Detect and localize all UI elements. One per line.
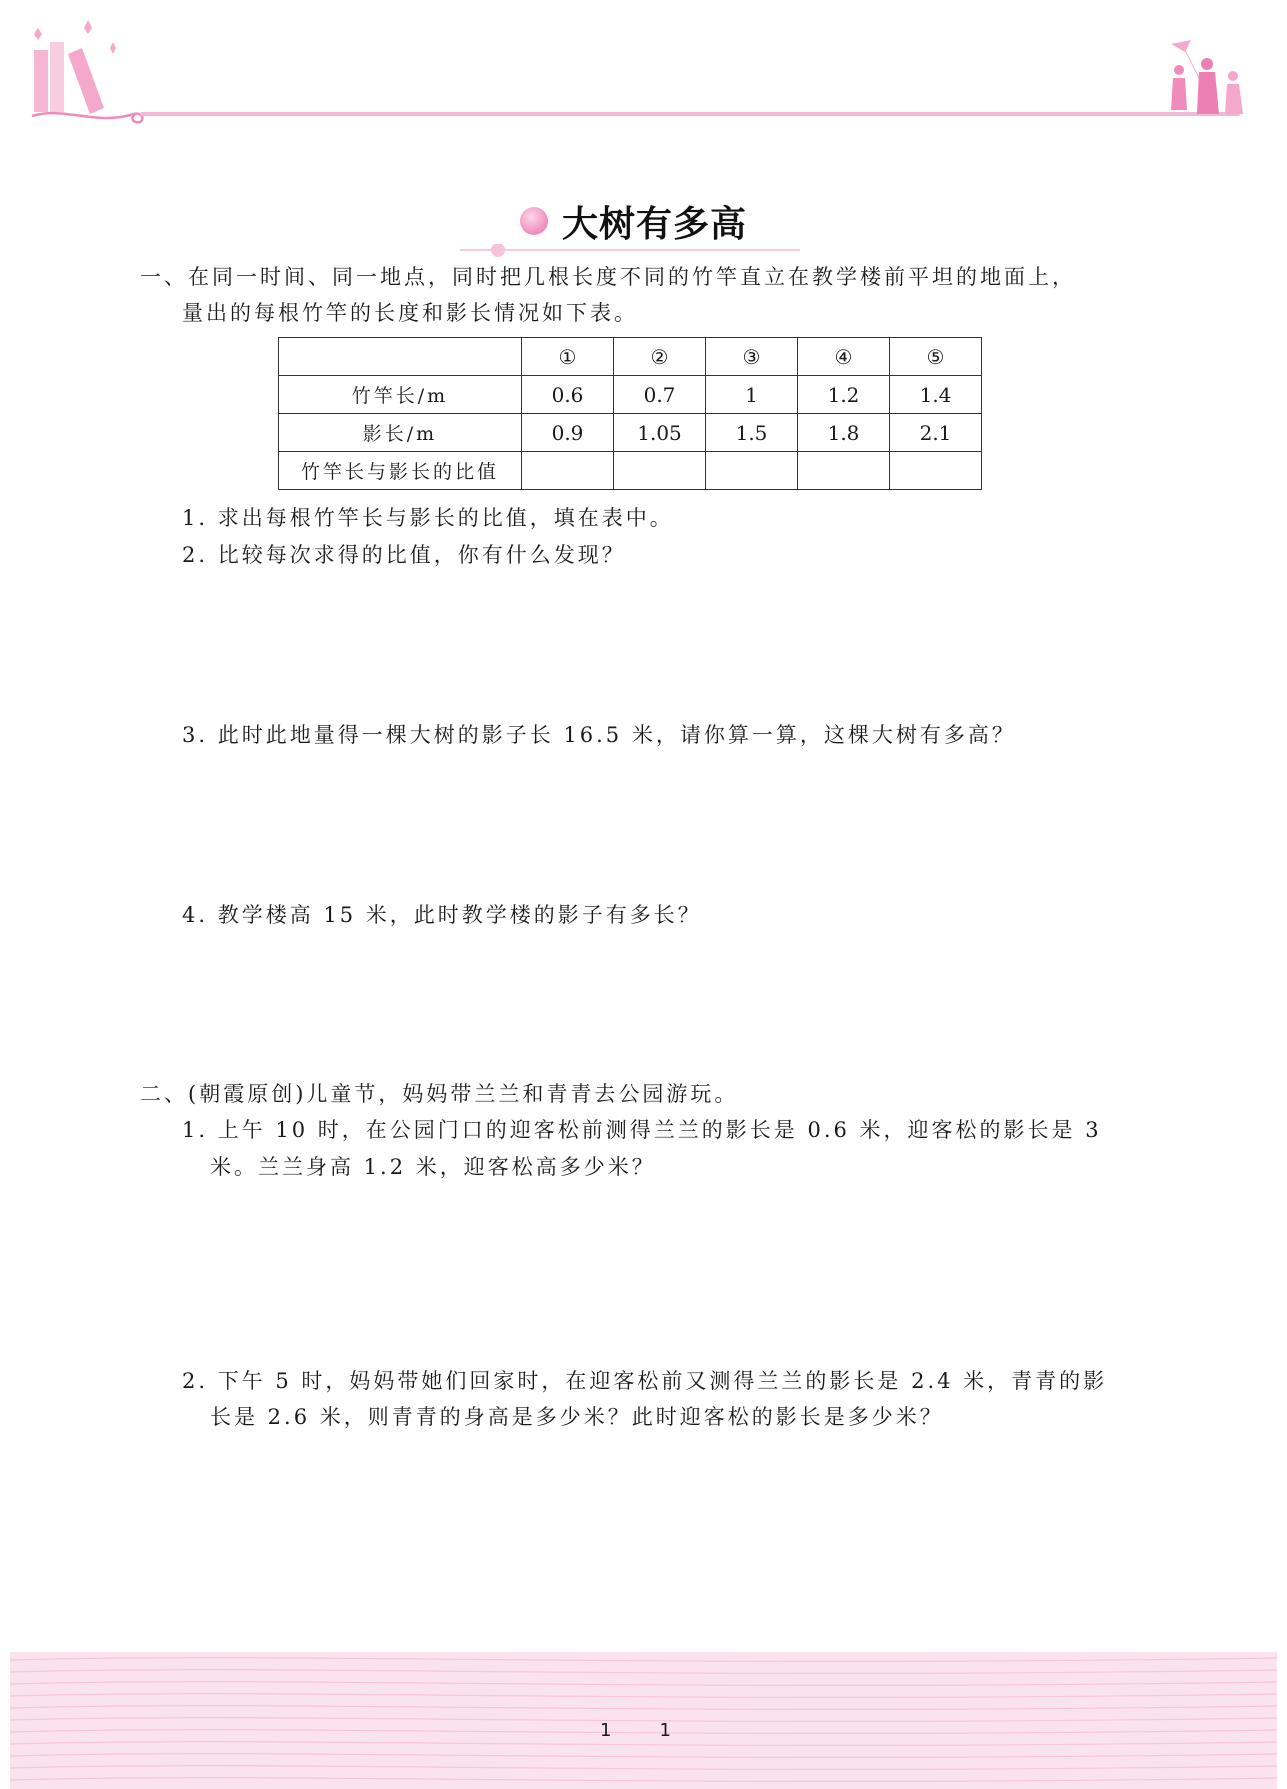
table-cell: 1.8 <box>798 414 890 452</box>
table-cell: 1.2 <box>798 376 890 414</box>
answer-cell[interactable] <box>890 452 982 490</box>
row-label: 竹竿长与影长的比值 <box>279 452 522 490</box>
question-2-2-line1: 2. 下午 5 时，妈妈带她们回家时，在迎客松前又测得兰兰的影长是 2.4 米，青青的影 <box>182 1369 1108 1393</box>
question-1-1: 1. 求出每根竹竿长与影长的比值，填在表中。 <box>182 506 674 530</box>
section2-intro: 二、(朝霞原创)儿童节，妈妈带兰兰和青青去公园游玩。 <box>140 1082 739 1106</box>
table-cell: 1 <box>706 376 798 414</box>
question-1-2: 2. 比较每次求得的比值，你有什么发现？ <box>182 543 626 567</box>
data-table <box>278 337 982 490</box>
table-cell: 1.05 <box>614 414 706 452</box>
header-divider <box>140 112 1240 116</box>
table-cell: 0.9 <box>522 414 614 452</box>
question-1-3: 3. 此时此地量得一棵大树的影子长 16.5 米，请你算一算，这棵大树有多高？ <box>182 723 1016 747</box>
section1-intro-line2: 量出的每根竹竿的长度和影长情况如下表。 <box>182 301 638 325</box>
table-corner-cell <box>279 338 522 376</box>
question-2-2-line2: 长是 2.6 米，则青青的身高是多少米？此时迎客松的影长是多少米？ <box>210 1405 944 1429</box>
table-header-cell: ① <box>522 338 614 376</box>
title-bullet-icon <box>520 207 548 235</box>
answer-cell[interactable] <box>522 452 614 490</box>
answer-cell[interactable] <box>614 452 706 490</box>
question-2-1-line1: 1. 上午 10 时，在公园门口的迎客松前测得兰兰的影长是 0.6 米，迎客松的影长是 3 <box>182 1118 1102 1142</box>
answer-cell[interactable] <box>798 452 890 490</box>
table-row <box>279 414 982 452</box>
table-cell: 2.1 <box>890 414 982 452</box>
book-logo-icon <box>24 14 154 128</box>
title-underline <box>460 244 800 264</box>
question-2-1-line2: 米。兰兰身高 1.2 米，迎客松高多少米？ <box>210 1155 656 1179</box>
table-row <box>279 452 982 490</box>
table-cell: 1.5 <box>706 414 798 452</box>
table-header-cell: ④ <box>798 338 890 376</box>
title-block <box>520 196 747 246</box>
table-header-row <box>279 338 982 376</box>
table-row <box>279 376 982 414</box>
answer-cell[interactable] <box>706 452 798 490</box>
table-cell: 0.6 <box>522 376 614 414</box>
row-label: 影长/m <box>279 414 522 452</box>
table-cell: 0.7 <box>614 376 706 414</box>
page-title: 大树有多高 <box>562 203 748 245</box>
page-number: 11 <box>600 1720 719 1741</box>
table-header-cell: ② <box>614 338 706 376</box>
section1-intro-line1: 一、在同一时间、同一地点，同时把几根长度不同的竹竿直立在教学楼前平坦的地面上， <box>140 265 1076 289</box>
table-header-cell: ③ <box>706 338 798 376</box>
table-header-cell: ⑤ <box>890 338 982 376</box>
family-kite-icon <box>1155 30 1255 124</box>
question-1-4: 4. 教学楼高 15 米，此时教学楼的影子有多长？ <box>182 903 702 927</box>
table-cell: 1.4 <box>890 376 982 414</box>
row-label: 竹竿长/m <box>279 376 522 414</box>
